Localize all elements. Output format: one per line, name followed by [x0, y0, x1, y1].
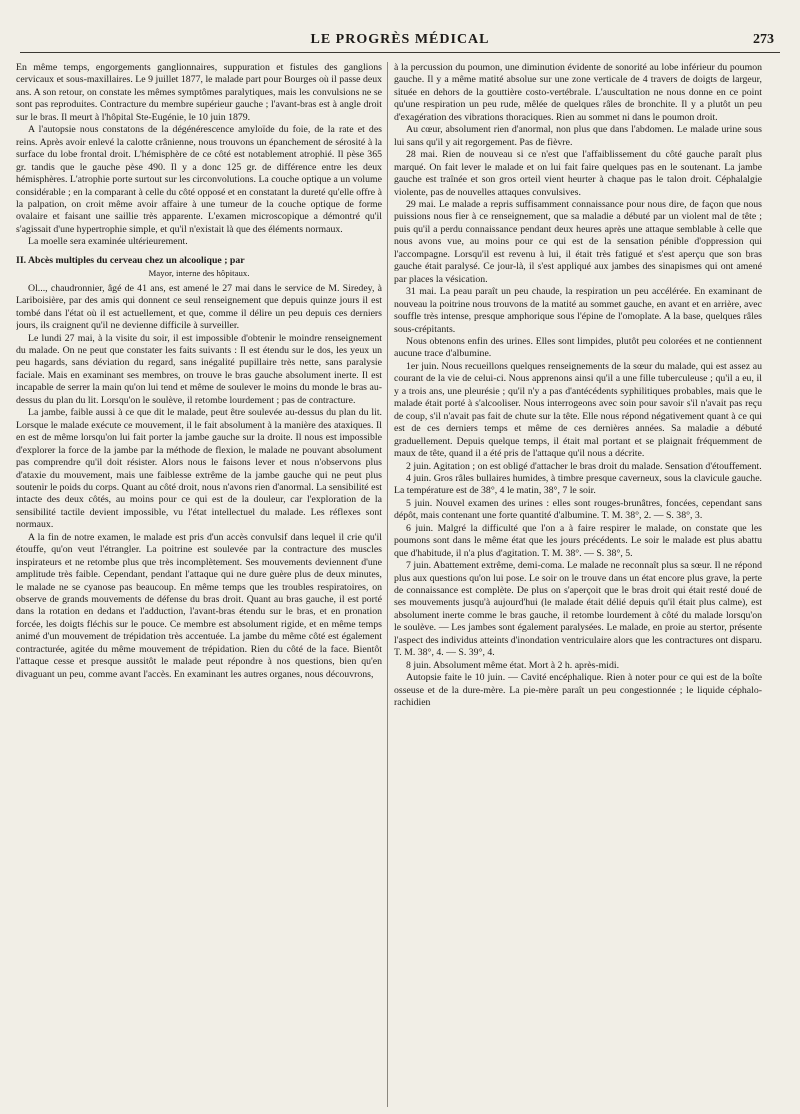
paragraph: 28 mai. Rien de nouveau si ce n'est que l'affaiblissement du côté gauche paraît plus marqué. On fait lever le malade et on lui fait faire quelques pas en le soutenant. La jambe gauche est traînée et son gros orteil vient heurter à chaque pas le talon droit. Céphalalgie violente, pas de nouvelles attaques convulsives. [394, 149, 762, 198]
paragraph: 5 juin. Nouvel examen des urines : elles sont rouges-brunâtres, foncées, cependant sans dépôt, mais contenant une forte quantité d'albumine. T. M. 38°, 2. — S. 38°, 3. [394, 497, 762, 522]
paragraph: à la percussion du poumon, une diminution évidente de sonorité au lobe inférieur du poumon gauche. Il y a même matité absolue sur une zone verticale de 4 travers de doigts de largeur, située en dehors de la gouttière costo-vertébrale. L'auscultation ne nous donne en ce point qu'une respiration un peu rude, mêlée de quelques râles de bronchite. Il y a plutôt un peu d'exagération des vibrations thoraciques. Rien au sommet ni dans le poumon droit. [394, 62, 762, 123]
page-number: 273 [753, 32, 774, 47]
paragraph: Autopsie faite le 10 juin. — Cavité encéphalique. Rien à noter pour ce qui est de la boîte osseuse et de la dure-mère. La pie-mère paraît un peu congestionnée ; le liquide céphalo-rachidien [394, 672, 762, 709]
paragraph: La jambe, faible aussi à ce que dit le malade, peut être soulevée au-dessus du plan du lit. Lorsque le malade exécute ce mouvement, il le fait absolument à la manière des ataxiques. Il en est de même lorsqu'on lui fait porter la jambe gauche sur la droite. Il nous est impossible d'explorer la force de la jambe par la méthode de flexion, le malade ne pouvant absolument pas comprendre qu'il doit résister. Alors nous le faisons lever et nous n'observons plus d'ataxie du mouvement, mais une faiblesse extrême de la jambe gauche qui ne peut plus soutenir le poids du corps. Quant au côté droit, nous n'avons rien d'anormal. La sensibilité est intacte des deux côtés, au moins pour ce qui est de la douleur, car l'exploration de la sensibilité tactile devient impossible, vu l'état intellectuel du malade. Les réflexes sont normaux. [16, 407, 382, 531]
paragraph: 29 mai. Le malade a repris suffisamment connaissance pour nous dire, de façon que nous puissions nous fier à ce renseignement, que sa maladie a débuté par un violent mal de tête ; puis qu'il a perdu connaissance pendant deux heures après une attaque semblable à celle que nous avons vue, au moins pour ce qui est de la sensation pénible d'oppression qui l'accompagne. Lorsqu'il est revenu à lui, il était très fatigué et s'est aperçu que son bras gauche était paralysé. Ce jour-là, il s'est appliqué aux jambes des sinapismes qui ont amené par places la vésication. [394, 198, 762, 285]
paragraph: Le lundi 27 mai, à la visite du soir, il est impossible d'obtenir le moindre renseignement du malade. On ne peut que constater les faits suivants : Il est étendu sur le dos, les yeux un peu hagards, sans déviation du regard, sans inégalité pupillaire très nette, sans paralysie faciale. Mais en examinant ses membres, on trouve le bras gauche absolument inerte. Il est incapable de serrer la main qu'on lui tend et même de soulever le moins du monde le bras au-dessus du plan du lit. Lorsqu'on le soulève, il retombe lourdement ; pas de contracture. [16, 332, 382, 406]
paragraph: 1er juin. Nous recueillons quelques renseignements de la sœur du malade, qui est assez au courant de la vie de celui-ci. Nous apprenons ainsi qu'il a une fille tuberculeuse ; qu'il a eu, il y a trois ans, une pleurésie ; qu'il n'y a pas d'antécédents syphilitiques probables, mais que le malade était porté à s'alcooliser. Nous interrogeons avec soin pour savoir s'il n'avait pas reçu de coup, s'il n'avait pas fait de chute sur la tête. Elle nous répond négativement quant à ce qui est de ces derniers temps et même de ces dernières années. Sa maladie a débuté graduellement. Depuis quelque temps, il était mal portant et se plaignait fréquemment de maux de tête, quand il a été pris de l'attaque qu'il nous a décrite. [394, 360, 762, 460]
paragraph: A l'autopsie nous constatons de la dégénérescence amyloïde du foie, de la rate et des reins. Après avoir enlevé la calotte crânienne, nous trouvons un épanchement de sérosité à la surface du lobe frontal droit. L'hémisphère de ce côté est notablement atrophié. Il pèse 365 gr. tandis que le gauche pèse 490. Il y a donc 125 gr. de différence entre les deux hémisphères. L'atrophie porte surtout sur les circonvolutions. La couche optique a un volume considérable ; en la comparant à celle du côté opposé et en constatant la dureté qu'elle offre à la palpation, on croit même avoir affaire à une tumeur de la couche optique de forme ovalaire et faisant une saillie très apparente. L'examen microscopique a démontré qu'il s'agissait d'une hypertrophie simple, et qu'il n'existait là que des éléments normaux. [16, 124, 382, 235]
paragraph: 2 juin. Agitation ; on est obligé d'attacher le bras droit du malade. Sensation d'étouffement. [406, 460, 762, 472]
paragraph: Nous obtenons enfin des urines. Elles sont limpides, plutôt peu colorées et ne contiennent aucune trace d'albumine. [394, 335, 762, 360]
paragraph: 8 juin. Absolument même état. Mort à 2 h. après-midi. [406, 659, 620, 671]
paragraph: 31 mai. La peau paraît un peu chaude, la respiration un peu accélérée. En examinant de nouveau la poitrine nous trouvons de la matité au sommet gauche, en avant et en arrière, avec souffle très intense, presque amphorique sous l'épine de l'omoplate. A la base, quelques râles sous-crépitants. [394, 286, 762, 335]
paragraph: Au cœur, absolument rien d'anormal, non plus que dans l'abdomen. Le malade urine sous lui sans qu'il y ait regorgement. Pas de fièvre. [394, 124, 762, 148]
paragraph: 4 juin. Gros râles bullaires humides, à timbre presque caverneux, sous la clavicule gauche. La température est de 38°, 4 le matin, 38°, 7 le soir. [394, 472, 762, 497]
left-column [16, 62, 382, 1107]
section-heading: II. Abcès multiples du cerveau chez un alcoolique ; par [16, 254, 245, 266]
journal-title: LE PROGRÈS MÉDICAL [310, 32, 490, 47]
page-header [20, 30, 780, 53]
paragraph: En même temps, engorgements ganglionnaires, suppuration et fistules des ganglions cervicaux et sous-maxillaires. Le 9 juillet 1877, le malade part pour Bourges où il passe deux ans. A son retour, on constate les mêmes symptômes paralytiques, mais les convulsions ne se sont pas reproduites. Contracture du membre supérieur gauche ; l'avant-bras est à angle droit sur le bras. Il meurt à l'hôpital Ste-Eugénie, le 10 juin 1879. [16, 62, 382, 123]
section-author: Mayor, interne des hôpitaux. [148, 268, 250, 279]
paragraph: A la fin de notre examen, le malade est pris d'un accès convulsif dans lequel il crie qu'il étouffe, qu'on veut l'étrangler. La poitrine est soulevée par la contracture des muscles inspirateurs et ne retombe plus que très incomplètement. Ses mouvements deviennent d'une amplitude très faible. Cependant, pendant l'attaque qui ne dure guère plus de deux minutes, le malade ne se cyanose pas beaucoup. En même temps que les troubles respiratoires, on observe de grands mouvements de défense du bras droit. Quant au bras gauche, il est porté dans la rotation en dedans et l'adduction, l'avant-bras étendu sur le bras, et en pronation forcée, les doigts fléchis sur le pouce. Ce membre est absolument rigide, et en même temps animé d'un mouvement de trépidation très accentuée. La jambe du même côté est également contracturée, agitée du même mouvement de trépidation. Rien du côté de la face. Bientôt l'attaque cesse et presque aussitôt le malade peut répondre à nos questions, bien qu'en divaguant un peu, comme avant l'accès. En examinant les autres organes, nous découvrons, [16, 531, 382, 680]
paragraph: Ol..., chaudronnier, âgé de 41 ans, est amené le 27 mai dans le service de M. Siredey, à Lariboisière, par des amis qui donnent ce seul renseignement que depuis quinze jours il est tombé dans l'état où il est actuellement, et que, comme il délire un peu depuis ces derniers jours, ils craignent qu'il ne devienne difficile à surveiller. [16, 282, 382, 332]
right-column [394, 62, 762, 1107]
paragraph: 6 juin. Malgré la difficulté que l'on a à faire respirer le malade, on constate que les poumons sont dans le même état que les jours précédents. Le soir le malade est plus abattu que d'habitude, il n'a plus d'agitation. T. M. 38°. — S. 38°, 5. [394, 522, 762, 559]
column-divider [387, 62, 388, 1107]
paragraph: 7 juin. Abattement extrême, demi-coma. Le malade ne reconnaît plus sa sœur. Il ne répond plus aux questions qu'on lui pose. Le soir on le trouve dans un état encore plus grave, la perte de connaissance est complète. De plus on s'aperçoit que le bras droit qui était resté doué de ses mouvements jusqu'à aujourd'hui (le malade était délié depuis qu'il était plus calme), est absolument inerte comme le bras gauche, il retombe lourdement à côté du malade lorsqu'on le soulève. — Les jambes sont également paralysées. Le malade, en proie au stertor, présente l'aspect des individus atteints d'inondation ventriculaire alors que les contractures ont disparu. T. M. 38°, 4. — S. 39°, 4. [394, 560, 762, 659]
paragraph: La moelle sera examinée ultérieurement. [28, 236, 188, 248]
